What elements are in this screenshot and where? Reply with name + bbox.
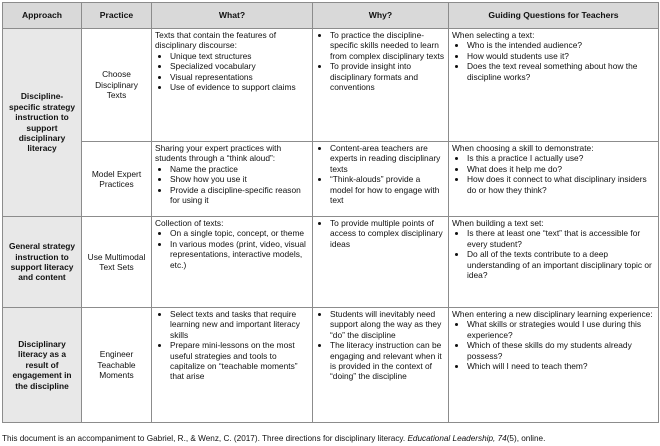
list-item: • To practice the discipline-specific skills needed to learn from complex disciplinary texts <box>330 30 445 61</box>
what-list <box>155 228 309 270</box>
list-item: • Select texts and tasks that require learning new and important literacy skills <box>170 309 309 340</box>
what-list <box>155 51 309 93</box>
list-item: • Specialized vocabulary <box>170 61 309 71</box>
header-row <box>3 3 659 29</box>
guiding-questions-cell <box>449 142 659 217</box>
what-cell <box>152 142 313 217</box>
practice-cell: Model Expert Practices <box>82 142 152 217</box>
what-intro: Sharing your expert practices with students through a “think aloud”: <box>155 143 282 164</box>
header-practice: Practice <box>82 3 152 29</box>
list-item: • What does it help me do? <box>467 164 655 174</box>
list-item: • Which will I need to teach them? <box>467 361 655 371</box>
guide-list <box>452 228 655 280</box>
list-item: • How would students use it? <box>467 51 655 61</box>
table-row <box>3 29 659 142</box>
what-list <box>155 309 309 382</box>
list-item: • Is there at least one “text” that is accessible for every student? <box>467 228 655 249</box>
list-item: • Name the practice <box>170 164 309 174</box>
why-list <box>316 143 445 205</box>
table-row <box>3 308 659 423</box>
why-list <box>316 309 445 382</box>
guide-list <box>452 319 655 371</box>
what-intro: Collection of texts: <box>155 218 224 228</box>
list-item: • What skills or strategies would I use during this experience? <box>467 319 655 340</box>
footnote-journal: Educational Leadership, 74 <box>407 434 507 443</box>
what-intro: Texts that contain the features of disciplinary discourse: <box>155 30 277 51</box>
header-guiding-questions: Guiding Questions for Teachers <box>449 3 659 29</box>
guide-list <box>452 40 655 82</box>
guiding-questions-cell <box>449 217 659 308</box>
list-item: • On a single topic, concept, or theme <box>170 228 309 238</box>
why-list <box>316 218 445 249</box>
table-row <box>3 142 659 217</box>
guiding-questions-cell <box>449 29 659 142</box>
footnote-suffix: (5), online. <box>506 434 546 443</box>
list-item: • Use of evidence to support claims <box>170 82 309 92</box>
list-item: • Who is the intended audience? <box>467 40 655 50</box>
why-cell <box>313 29 449 142</box>
list-item: • “Think-alouds” provide a model for how to engage with text <box>330 174 445 205</box>
practice-cell: Choose Disciplinary Texts <box>82 29 152 142</box>
table-row <box>3 217 659 308</box>
approach-cell: Discipline-specific strategy instruction to support disciplinary literacy <box>3 29 82 217</box>
list-item: • The literacy instruction can be engaging and relevant when it is provided in the context of “doing” the discipline <box>330 340 445 382</box>
guide-intro: When building a text set: <box>452 218 544 228</box>
list-item: • Students will inevitably need support along the way as they “do” the discipline <box>330 309 445 340</box>
guide-intro: When entering a new disciplinary learning experience: <box>452 309 653 319</box>
list-item: • Do all of the texts contribute to a deep understanding of an important disciplinary topic or idea? <box>467 249 655 280</box>
list-item: • How does it connect to what disciplinary insiders do or how they think? <box>467 174 655 195</box>
list-item: • Prepare mini-lessons on the most useful strategies and tools to capitalize on “teachable moments” that arise <box>170 340 309 382</box>
guide-intro: When choosing a skill to demonstrate: <box>452 143 594 153</box>
header-approach: Approach <box>3 3 82 29</box>
approach-cell: Disciplinary literacy as a result of engagement in the discipline <box>3 308 82 423</box>
why-cell <box>313 142 449 217</box>
why-cell <box>313 217 449 308</box>
list-item: • Which of these skills do my students already possess? <box>467 340 655 361</box>
header-what: What? <box>152 3 313 29</box>
list-item: • Unique text structures <box>170 51 309 61</box>
list-item: • Visual representations <box>170 72 309 82</box>
header-why: Why? <box>313 3 449 29</box>
practice-cell: Use Multimodal Text Sets <box>82 217 152 308</box>
guide-list <box>452 153 655 195</box>
citation-footnote <box>2 434 545 444</box>
footnote-prefix: This document is an accompaniment to Gabriel, R., & Wenz, C. (2017). Three directions for disciplinary literacy. <box>2 434 408 443</box>
list-item: • Does the text reveal something about how the discipline works? <box>467 61 655 82</box>
what-cell <box>152 217 313 308</box>
why-cell <box>313 308 449 423</box>
list-item: • To provide multiple points of access to complex disciplinary ideas <box>330 218 445 249</box>
list-item: • Provide a discipline-specific reason for using it <box>170 185 309 206</box>
practice-cell: Engineer Teachable Moments <box>82 308 152 423</box>
disciplinary-literacy-table <box>2 2 659 423</box>
guide-intro: When selecting a text: <box>452 30 535 40</box>
what-cell <box>152 308 313 423</box>
list-item: • In various modes (print, video, visual representations, interactive models, etc.) <box>170 239 309 270</box>
what-cell <box>152 29 313 142</box>
list-item: • To provide insight into disciplinary formats and conventions <box>330 61 445 92</box>
approach-cell: General strategy instruction to support literacy and content <box>3 217 82 308</box>
what-list <box>155 164 309 206</box>
list-item: • Content-area teachers are experts in reading disciplinary texts <box>330 143 445 174</box>
why-list <box>316 30 445 92</box>
list-item: • Is this a practice I actually use? <box>467 153 655 163</box>
list-item: • Show how you use it <box>170 174 309 184</box>
guiding-questions-cell <box>449 308 659 423</box>
